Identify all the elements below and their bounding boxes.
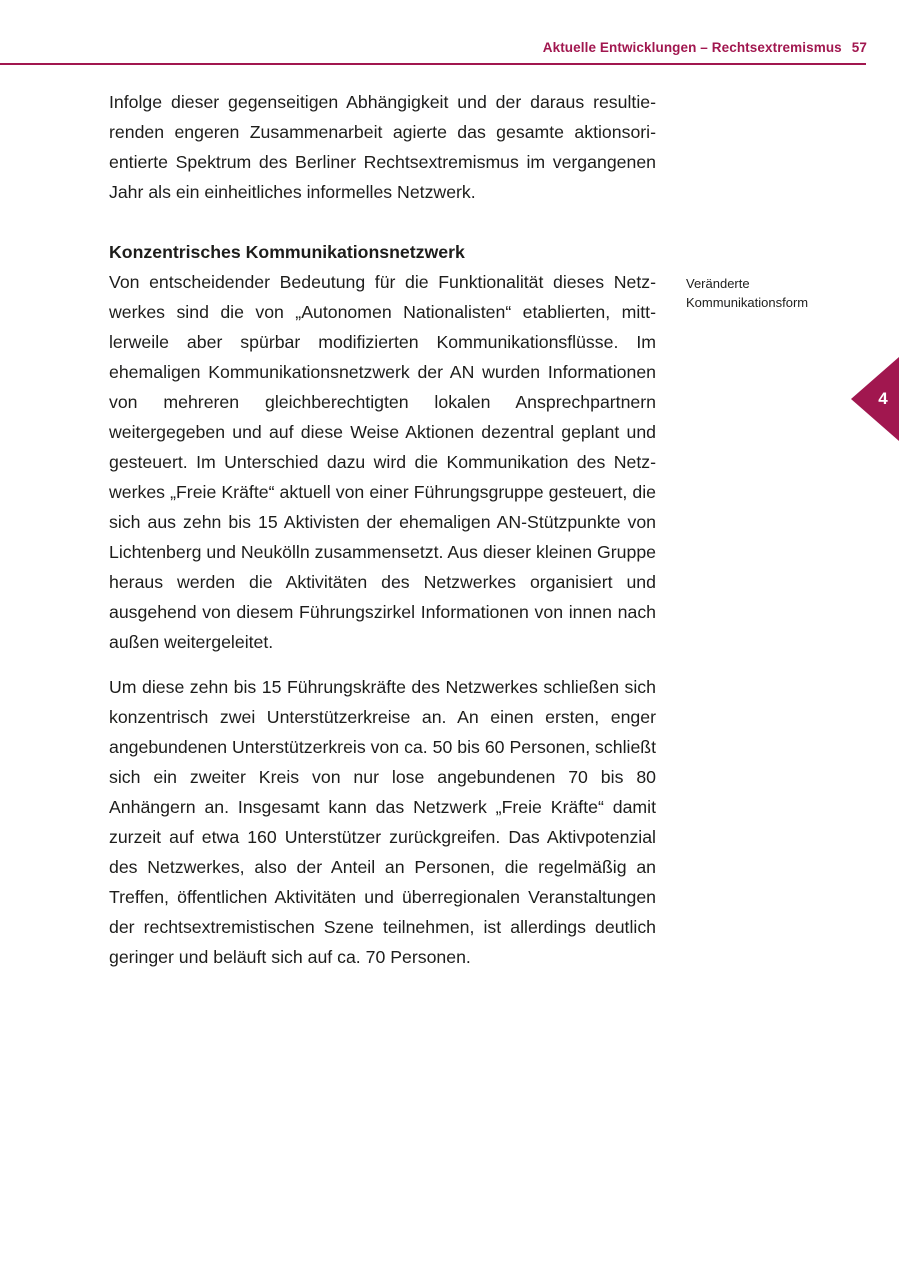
chapter-tab	[851, 357, 899, 441]
running-header	[0, 40, 867, 55]
paragraph-2: Von entscheidender Bedeutung für die Funktionalität dieses Netzwerkes sind die von „Autonomen Nationalisten“ etablierten, mittlerweile aber spürbar modifizierten Kommunikationsflüsse. Im ehemaligen Kommunikationsnetzwerk der AN wurden Informationen von mehreren gleichberechtigten lokalen Ansprechpartnern weitergegeben und auf diese Weise Aktionen dezentral geplant und gesteuert. Im Unterschied dazu wird die Kommunikation des Netzwerkes „Freie Kräfte“ aktuell von einer Führungsgruppe gesteuert, die sich aus zehn bis 15 Aktivisten der ehemaligen AN-Stützpunkte von Lichtenberg und Neukölln zusammensetzt. Aus dieser kleinen Gruppe heraus werden die Aktivitäten des Netzwerkes organisiert und ausgehend von diesem Führungszirkel Informationen von innen nach außen weitergeleitet.	[109, 272, 656, 652]
margin-note	[686, 274, 856, 312]
paragraph-3: Um diese zehn bis 15 Führungskräfte des Netzwerkes schließen sich konzentrisch zwei Unterstützerkreise an. An einen ersten, enger angebundenen Unterstützerkreis von ca. 50 bis 60 Personen, schließt sich ein zweiter Kreis von nur lose angebundenen 70 bis 80 Anhängern an. Insgesamt kann das Netzwerk „Freie Kräfte“ damit zurzeit auf etwa 160 Unterstützer zurückgreifen. Das Aktivpotenzial des Netzwerkes, also der Anteil an Personen, die regelmäßig an Treffen, öffentlichen Aktivitäten und überregionalen Veranstaltungen der rechtsextremistischen Szene teilnehmen, ist allerdings deutlich geringer und beläuft sich auf ca. 70 Personen.	[109, 677, 656, 967]
body-column	[109, 87, 656, 972]
margin-note-line-2: Kommunikationsform	[686, 295, 809, 310]
header-rule	[0, 63, 866, 65]
page-number: 57	[851, 40, 867, 55]
paragraph-1: Infolge dieser gegenseitigen Abhängigkeit und der daraus resultierenden engeren Zusammenarbeit agierte das gesamte aktionsorientierte Spektrum des Berliner Rechtsextremismus im vergangenen Jahr als ein einheitliches informelles Netzwerk.	[109, 92, 656, 202]
chapter-number: 4	[878, 389, 888, 408]
margin-note-line-1: Veränderte	[686, 276, 750, 291]
header-title: Aktuelle Entwicklungen – Rechtsextremismus	[542, 40, 842, 55]
section-heading: Konzentrisches Kommunikationsnetzwerk	[109, 242, 465, 262]
